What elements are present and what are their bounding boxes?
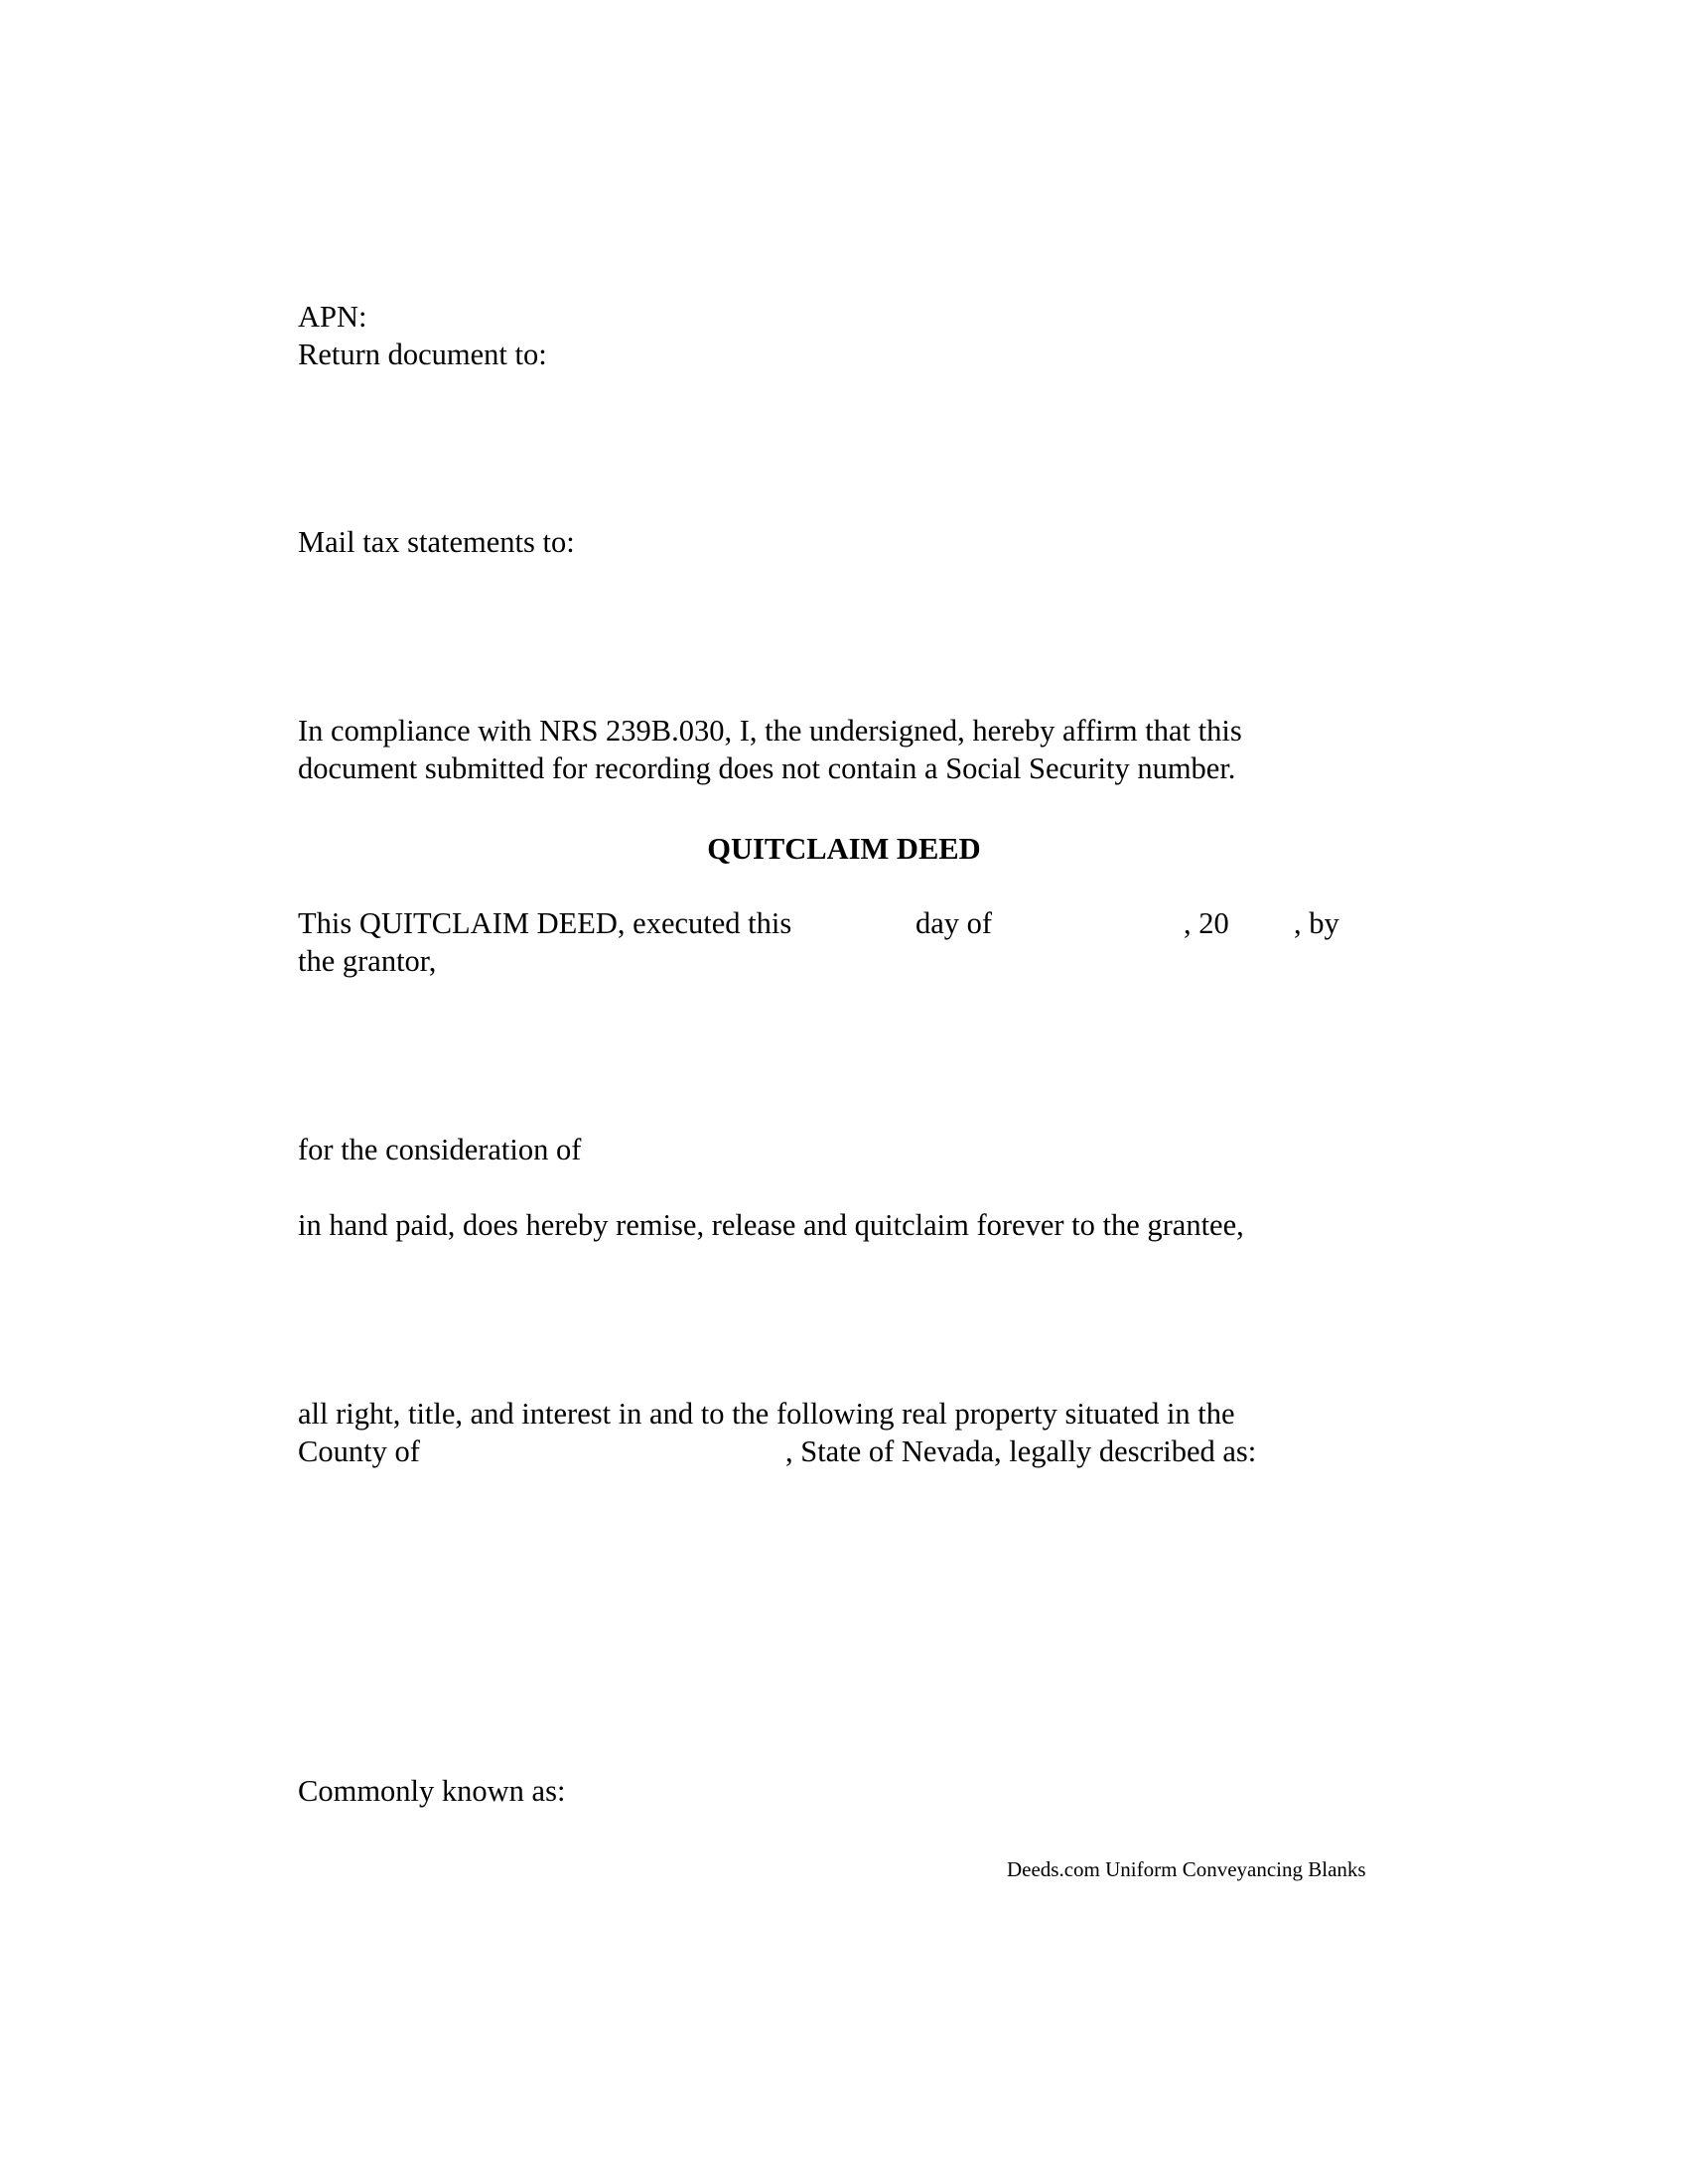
footer-attribution: Deeds.com Uniform Conveyancing Blanks xyxy=(1007,1857,1366,1881)
state-description-text: , State of Nevada, legally described as: xyxy=(785,1434,1257,1468)
execution-text-day-of: day of xyxy=(915,906,993,940)
return-document-label: Return document to: xyxy=(298,338,547,371)
execution-line xyxy=(298,904,1390,942)
commonly-known-label: Commonly known as: xyxy=(298,1774,566,1808)
mail-tax-statements-label: Mail tax statements to: xyxy=(298,525,575,559)
affirmation-line-1: In compliance with NRS 239B.030, I, the undersigned, hereby affirm that this xyxy=(298,714,1242,748)
affirmation-line-2: document submitted for recording does not contain a Social Security number. xyxy=(298,751,1236,785)
county-label: County of xyxy=(298,1434,420,1468)
apn-label: APN: xyxy=(298,300,367,334)
consideration-line: for the consideration of xyxy=(298,1133,582,1166)
execution-text-by: , by xyxy=(1294,906,1339,940)
execution-text-year-prefix: , 20 xyxy=(1184,906,1229,940)
execution-text-part-1: This QUITCLAIM DEED, executed this xyxy=(298,906,792,940)
county-line xyxy=(298,1433,1390,1470)
property-line-1: all right, title, and interest in and to the following real property situated in the xyxy=(298,1397,1235,1431)
hand-paid-line: in hand paid, does hereby remise, release and quitclaim forever to the grantee, xyxy=(298,1208,1244,1242)
grantor-line: the grantor, xyxy=(298,944,437,978)
deed-title: QUITCLAIM DEED xyxy=(707,832,981,866)
